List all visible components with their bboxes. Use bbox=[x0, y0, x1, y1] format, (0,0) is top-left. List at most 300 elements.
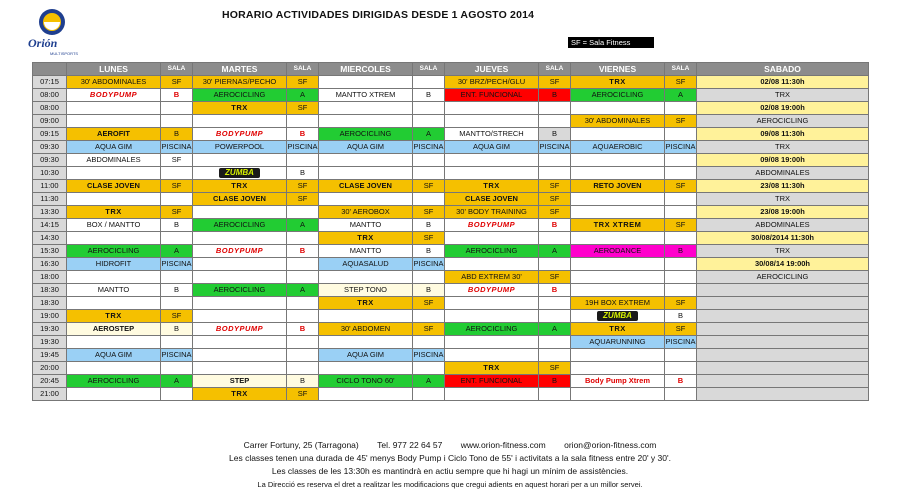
saturday-cell bbox=[697, 349, 869, 362]
sala-cell: SF bbox=[413, 206, 445, 219]
sala-cell: B bbox=[665, 310, 697, 323]
schedule-row bbox=[33, 141, 869, 154]
class-cell: 30' AEROBOX bbox=[319, 206, 413, 219]
class-cell: AEROFIT bbox=[67, 128, 161, 141]
class-cell: BODYPUMP bbox=[193, 245, 287, 258]
day-header-jueves: JUEVES bbox=[445, 63, 539, 76]
class-cell: AQUARUNNING bbox=[571, 336, 665, 349]
class-cell bbox=[67, 362, 161, 375]
class-cell bbox=[193, 258, 287, 271]
time-cell: 19:30 bbox=[33, 336, 67, 349]
sala-cell bbox=[539, 167, 571, 180]
class-cell bbox=[319, 115, 413, 128]
sala-cell bbox=[539, 297, 571, 310]
sala-cell bbox=[413, 310, 445, 323]
class-cell: ENT. FUNCIONAL bbox=[445, 375, 539, 388]
sala-cell: SF bbox=[413, 232, 445, 245]
sala-cell: A bbox=[413, 128, 445, 141]
sala-cell bbox=[539, 232, 571, 245]
class-cell: POWERPOOL bbox=[193, 141, 287, 154]
class-cell: TRX XTREM bbox=[571, 219, 665, 232]
class-cell bbox=[193, 297, 287, 310]
schedule-row bbox=[33, 297, 869, 310]
class-cell bbox=[571, 206, 665, 219]
class-cell: BODYPUMP bbox=[445, 284, 539, 297]
sala-cell: B bbox=[161, 89, 193, 102]
class-cell: 30' BRZ/PECH/GLU bbox=[445, 76, 539, 89]
sala-cell: SF bbox=[161, 154, 193, 167]
sala-cell: SF bbox=[665, 76, 697, 89]
class-cell: AEROCICLING bbox=[193, 89, 287, 102]
sala-cell: SF bbox=[287, 180, 319, 193]
sala-cell bbox=[161, 388, 193, 401]
class-cell bbox=[319, 362, 413, 375]
class-cell bbox=[193, 271, 287, 284]
saturday-cell: 09/08 11:30h bbox=[697, 128, 869, 141]
time-cell: 20:45 bbox=[33, 375, 67, 388]
class-cell bbox=[67, 271, 161, 284]
saturday-cell: AEROCICLING bbox=[697, 271, 869, 284]
class-cell: AQUA GIM bbox=[67, 141, 161, 154]
sala-cell: B bbox=[539, 219, 571, 232]
class-cell: RETO JOVEN bbox=[571, 180, 665, 193]
class-cell: MANTTO/STRECH bbox=[445, 128, 539, 141]
class-cell: MANTTO bbox=[319, 245, 413, 258]
sala-cell: B bbox=[665, 375, 697, 388]
class-cell bbox=[193, 206, 287, 219]
saturday-cell bbox=[697, 362, 869, 375]
sala-cell bbox=[287, 336, 319, 349]
sala-cell: B bbox=[161, 128, 193, 141]
class-cell bbox=[67, 115, 161, 128]
class-cell bbox=[445, 258, 539, 271]
class-cell bbox=[319, 167, 413, 180]
time-cell: 13:30 bbox=[33, 206, 67, 219]
saturday-cell bbox=[697, 284, 869, 297]
sala-cell bbox=[161, 362, 193, 375]
class-cell: CLASE JOVEN bbox=[67, 180, 161, 193]
sala-cell: SF bbox=[539, 362, 571, 375]
time-cell: 18:30 bbox=[33, 284, 67, 297]
class-cell: AQUA GIM bbox=[67, 349, 161, 362]
sala-cell: A bbox=[161, 245, 193, 258]
time-cell: 10:30 bbox=[33, 167, 67, 180]
sala-cell: SF bbox=[287, 102, 319, 115]
sala-cell bbox=[161, 232, 193, 245]
sala-cell: B bbox=[413, 89, 445, 102]
time-cell: 19:30 bbox=[33, 323, 67, 336]
time-cell: 11:00 bbox=[33, 180, 67, 193]
sala-cell: PISCINA bbox=[161, 349, 193, 362]
class-cell bbox=[319, 193, 413, 206]
schedule-table bbox=[32, 62, 869, 401]
class-cell bbox=[571, 232, 665, 245]
sala-cell: B bbox=[287, 167, 319, 180]
schedule-row bbox=[33, 388, 869, 401]
class-cell bbox=[445, 232, 539, 245]
time-cell: 19:45 bbox=[33, 349, 67, 362]
time-cell: 09:30 bbox=[33, 154, 67, 167]
schedule-row bbox=[33, 284, 869, 297]
sala-cell bbox=[413, 167, 445, 180]
sala-cell: B bbox=[413, 245, 445, 258]
class-cell bbox=[319, 388, 413, 401]
sala-cell: B bbox=[539, 89, 571, 102]
sala-cell: B bbox=[161, 284, 193, 297]
sala-cell bbox=[413, 362, 445, 375]
page-title: HORARIO ACTIVIDADES DIRIGIDAS DESDE 1 AGOSTO 2014 bbox=[222, 9, 535, 21]
saturday-cell: 02/08 19:00h bbox=[697, 102, 869, 115]
class-cell: MANTTO XTREM bbox=[319, 89, 413, 102]
sala-cell: A bbox=[287, 284, 319, 297]
schedule-row bbox=[33, 115, 869, 128]
sala-cell bbox=[413, 76, 445, 89]
class-cell bbox=[571, 258, 665, 271]
saturday-cell: TRX bbox=[697, 89, 869, 102]
class-cell: AEROCICLING bbox=[193, 219, 287, 232]
footer-address: Carrer Fortuny, 25 (Tarragona) bbox=[243, 440, 359, 450]
saturday-cell bbox=[697, 388, 869, 401]
class-cell: AEROCICLING bbox=[193, 284, 287, 297]
sala-cell: SF bbox=[161, 180, 193, 193]
class-cell: STEP bbox=[193, 375, 287, 388]
sala-cell bbox=[539, 115, 571, 128]
class-cell bbox=[193, 362, 287, 375]
sala-cell bbox=[161, 193, 193, 206]
time-cell: 11:30 bbox=[33, 193, 67, 206]
class-cell: AEROCICLING bbox=[445, 245, 539, 258]
day-header-viernes: VIERNES bbox=[571, 63, 665, 76]
sala-cell: SF bbox=[665, 180, 697, 193]
sala-cell: B bbox=[539, 375, 571, 388]
sala-cell bbox=[539, 310, 571, 323]
class-cell: 30' ABDOMINALES bbox=[67, 76, 161, 89]
orion-logo bbox=[22, 6, 92, 58]
class-cell: MANTTO bbox=[319, 219, 413, 232]
class-cell: TRX bbox=[571, 323, 665, 336]
sala-cell: PISCINA bbox=[161, 141, 193, 154]
sala-cell: SF bbox=[413, 297, 445, 310]
class-cell bbox=[67, 388, 161, 401]
day-header-miercoles: MIERCOLES bbox=[319, 63, 413, 76]
class-cell bbox=[445, 102, 539, 115]
schedule-row bbox=[33, 349, 869, 362]
sala-cell: SF bbox=[539, 76, 571, 89]
class-cell bbox=[571, 102, 665, 115]
schedule-row bbox=[33, 258, 869, 271]
sala-cell: B bbox=[161, 219, 193, 232]
sala-cell: A bbox=[161, 375, 193, 388]
footer-email[interactable]: orion@orion-fitness.com bbox=[564, 440, 657, 450]
sala-cell: A bbox=[539, 323, 571, 336]
class-cell: 30' BODY TRAINING bbox=[445, 206, 539, 219]
day-header-sabado: SABADO bbox=[697, 63, 869, 76]
sala-cell: SF bbox=[413, 180, 445, 193]
saturday-cell: 30/08/2014 11:30h bbox=[697, 232, 869, 245]
class-cell: AQUA GIM bbox=[445, 141, 539, 154]
sala-cell: B bbox=[665, 245, 697, 258]
sala-cell: SF bbox=[287, 193, 319, 206]
sala-cell bbox=[413, 102, 445, 115]
sala-header: SALA bbox=[539, 63, 571, 76]
sala-cell: B bbox=[287, 375, 319, 388]
time-cell: 08:00 bbox=[33, 89, 67, 102]
time-cell: 15:30 bbox=[33, 245, 67, 258]
class-cell bbox=[193, 310, 287, 323]
sala-cell bbox=[539, 388, 571, 401]
schedule-row bbox=[33, 102, 869, 115]
sala-cell bbox=[287, 297, 319, 310]
class-cell: CLASE JOVEN bbox=[445, 193, 539, 206]
class-cell: Body Pump Xtrem bbox=[571, 375, 665, 388]
sala-cell: B bbox=[539, 284, 571, 297]
sala-cell bbox=[161, 115, 193, 128]
saturday-cell: 09/08 19:00h bbox=[697, 154, 869, 167]
sala-cell: SF bbox=[539, 271, 571, 284]
sala-cell: SF bbox=[665, 115, 697, 128]
saturday-cell: TRX bbox=[697, 193, 869, 206]
sf-legend: SF = Sala Fitness bbox=[568, 37, 654, 48]
sala-cell bbox=[161, 102, 193, 115]
schedule-row bbox=[33, 206, 869, 219]
day-header-lunes: LUNES bbox=[67, 63, 161, 76]
schedule-row bbox=[33, 154, 869, 167]
class-cell bbox=[193, 349, 287, 362]
class-cell bbox=[571, 388, 665, 401]
class-cell: AQUASALUD bbox=[319, 258, 413, 271]
class-cell: TRX bbox=[67, 310, 161, 323]
class-cell bbox=[571, 271, 665, 284]
sala-cell bbox=[665, 128, 697, 141]
sala-cell bbox=[539, 154, 571, 167]
class-cell bbox=[67, 193, 161, 206]
class-cell bbox=[445, 167, 539, 180]
sala-cell bbox=[665, 193, 697, 206]
class-cell: TRX bbox=[445, 362, 539, 375]
class-cell bbox=[445, 336, 539, 349]
class-cell: AQUA GIM bbox=[319, 141, 413, 154]
sala-cell: B bbox=[287, 245, 319, 258]
class-cell: BODYPUMP bbox=[193, 323, 287, 336]
class-cell: AQUAEROBIC bbox=[571, 141, 665, 154]
sala-cell: PISCINA bbox=[413, 349, 445, 362]
sala-cell bbox=[287, 271, 319, 284]
footer-contact bbox=[0, 440, 900, 450]
class-cell: HIDROFIT bbox=[67, 258, 161, 271]
class-cell bbox=[319, 336, 413, 349]
sala-cell: PISCINA bbox=[161, 258, 193, 271]
sala-cell bbox=[413, 154, 445, 167]
class-cell: TRX bbox=[67, 206, 161, 219]
sala-cell: PISCINA bbox=[413, 141, 445, 154]
sala-cell: SF bbox=[539, 206, 571, 219]
class-cell: TRX bbox=[319, 232, 413, 245]
class-cell bbox=[193, 232, 287, 245]
time-cell: 09:00 bbox=[33, 115, 67, 128]
sala-cell bbox=[161, 271, 193, 284]
saturday-cell bbox=[697, 310, 869, 323]
class-cell: AEROSTEP bbox=[67, 323, 161, 336]
sala-cell bbox=[287, 310, 319, 323]
class-cell bbox=[193, 154, 287, 167]
sala-cell bbox=[665, 362, 697, 375]
class-cell bbox=[571, 362, 665, 375]
header-row bbox=[33, 63, 869, 76]
time-cell: 18:00 bbox=[33, 271, 67, 284]
sala-cell bbox=[287, 115, 319, 128]
time-cell: 21:00 bbox=[33, 388, 67, 401]
sala-cell bbox=[665, 154, 697, 167]
class-cell: TRX bbox=[445, 180, 539, 193]
sala-cell: B bbox=[161, 323, 193, 336]
class-cell: CICLO TONO 60' bbox=[319, 375, 413, 388]
class-cell bbox=[445, 349, 539, 362]
footer-web[interactable]: www.orion-fitness.com bbox=[460, 440, 546, 450]
sala-cell bbox=[413, 115, 445, 128]
sala-cell: A bbox=[539, 245, 571, 258]
sala-cell: B bbox=[287, 323, 319, 336]
schedule-row bbox=[33, 310, 869, 323]
time-header bbox=[33, 63, 67, 76]
sala-cell bbox=[539, 258, 571, 271]
time-cell: 09:30 bbox=[33, 141, 67, 154]
class-cell: AEROCICLING bbox=[445, 323, 539, 336]
sala-cell bbox=[665, 284, 697, 297]
sala-cell: B bbox=[287, 128, 319, 141]
sala-cell: SF bbox=[665, 297, 697, 310]
class-cell bbox=[571, 349, 665, 362]
schedule-row bbox=[33, 76, 869, 89]
class-cell: 19H BOX EXTREM bbox=[571, 297, 665, 310]
sala-cell: PISCINA bbox=[413, 258, 445, 271]
logo-tagline: MULTISPORTS bbox=[50, 51, 79, 56]
class-cell: AEROCICLING bbox=[67, 245, 161, 258]
time-cell: 16:30 bbox=[33, 258, 67, 271]
class-cell: AQUA GIM bbox=[319, 349, 413, 362]
footer-note-duration: Les classes tenen una durada de 45' menys Body Pump i Ciclo Tono de 55' i activitats a la sala fitness entre 20' y 30'. bbox=[229, 453, 671, 463]
sala-cell: A bbox=[413, 375, 445, 388]
class-cell bbox=[319, 310, 413, 323]
class-cell bbox=[67, 102, 161, 115]
sala-cell: B bbox=[413, 284, 445, 297]
footer-phone: Tel. 977 22 64 57 bbox=[377, 440, 443, 450]
class-cell bbox=[571, 193, 665, 206]
day-header-martes: MARTES bbox=[193, 63, 287, 76]
saturday-cell bbox=[697, 375, 869, 388]
time-cell: 07:15 bbox=[33, 76, 67, 89]
class-cell: ENT. FUNCIONAL bbox=[445, 89, 539, 102]
schedule-row bbox=[33, 336, 869, 349]
class-cell bbox=[193, 336, 287, 349]
sala-cell bbox=[539, 336, 571, 349]
sala-cell: A bbox=[287, 219, 319, 232]
class-cell bbox=[67, 232, 161, 245]
sala-cell bbox=[665, 167, 697, 180]
sala-cell bbox=[161, 167, 193, 180]
sala-cell bbox=[413, 271, 445, 284]
class-cell bbox=[67, 297, 161, 310]
zumba-logo: ZUMBA bbox=[219, 168, 260, 178]
class-cell bbox=[571, 310, 665, 323]
sala-cell: A bbox=[665, 89, 697, 102]
schedule-row bbox=[33, 167, 869, 180]
class-cell bbox=[445, 310, 539, 323]
schedule-row bbox=[33, 362, 869, 375]
class-cell bbox=[571, 154, 665, 167]
class-cell: BODYPUMP bbox=[193, 128, 287, 141]
sala-cell bbox=[287, 362, 319, 375]
saturday-cell: ABDOMINALES bbox=[697, 167, 869, 180]
schedule-row bbox=[33, 271, 869, 284]
sala-cell bbox=[413, 193, 445, 206]
class-cell bbox=[571, 128, 665, 141]
class-cell bbox=[319, 102, 413, 115]
sala-cell bbox=[665, 349, 697, 362]
time-cell: 19:00 bbox=[33, 310, 67, 323]
class-cell: AEROCICLING bbox=[67, 375, 161, 388]
class-cell bbox=[193, 167, 287, 180]
class-cell bbox=[319, 271, 413, 284]
sala-cell bbox=[665, 388, 697, 401]
class-cell: STEP TONO bbox=[319, 284, 413, 297]
schedule-row bbox=[33, 232, 869, 245]
class-cell bbox=[67, 336, 161, 349]
class-cell bbox=[319, 76, 413, 89]
sala-cell bbox=[413, 388, 445, 401]
sala-cell: SF bbox=[539, 193, 571, 206]
sala-cell: SF bbox=[161, 206, 193, 219]
sala-cell bbox=[287, 258, 319, 271]
class-cell: BODYPUMP bbox=[445, 219, 539, 232]
sala-cell bbox=[287, 232, 319, 245]
sala-cell: SF bbox=[539, 180, 571, 193]
class-cell: MANTTO bbox=[67, 284, 161, 297]
sala-cell bbox=[539, 102, 571, 115]
sala-cell: PISCINA bbox=[287, 141, 319, 154]
saturday-cell: TRX bbox=[697, 245, 869, 258]
sala-header: SALA bbox=[413, 63, 445, 76]
class-cell: AERODANCE bbox=[571, 245, 665, 258]
sala-cell: SF bbox=[665, 323, 697, 336]
footer-note-1330: Les classes de les 13:30h es mantindrà en actiu sempre que hi hagi un mínim de assistències. bbox=[271, 466, 629, 476]
saturday-cell: ABDOMINALES bbox=[697, 219, 869, 232]
saturday-cell: 30/08/14 19:00h bbox=[697, 258, 869, 271]
time-cell: 09:15 bbox=[33, 128, 67, 141]
class-cell: TRX bbox=[571, 76, 665, 89]
sala-header: SALA bbox=[287, 63, 319, 76]
sala-cell: B bbox=[539, 128, 571, 141]
class-cell: ABD EXTREM 30' bbox=[445, 271, 539, 284]
class-cell bbox=[571, 284, 665, 297]
sala-cell bbox=[287, 206, 319, 219]
class-cell bbox=[445, 388, 539, 401]
schedule-row bbox=[33, 180, 869, 193]
sala-cell bbox=[161, 297, 193, 310]
time-cell: 08:00 bbox=[33, 102, 67, 115]
sala-cell bbox=[665, 206, 697, 219]
saturday-cell: 02/08 11:30h bbox=[697, 76, 869, 89]
class-cell: TRX bbox=[319, 297, 413, 310]
class-cell bbox=[571, 167, 665, 180]
sala-cell bbox=[161, 336, 193, 349]
schedule-row bbox=[33, 219, 869, 232]
class-cell: 30' ABDOMINALES bbox=[571, 115, 665, 128]
class-cell bbox=[193, 115, 287, 128]
time-cell: 14:30 bbox=[33, 232, 67, 245]
class-cell: AEROCICLING bbox=[571, 89, 665, 102]
class-cell: CLASE JOVEN bbox=[193, 193, 287, 206]
class-cell bbox=[67, 167, 161, 180]
